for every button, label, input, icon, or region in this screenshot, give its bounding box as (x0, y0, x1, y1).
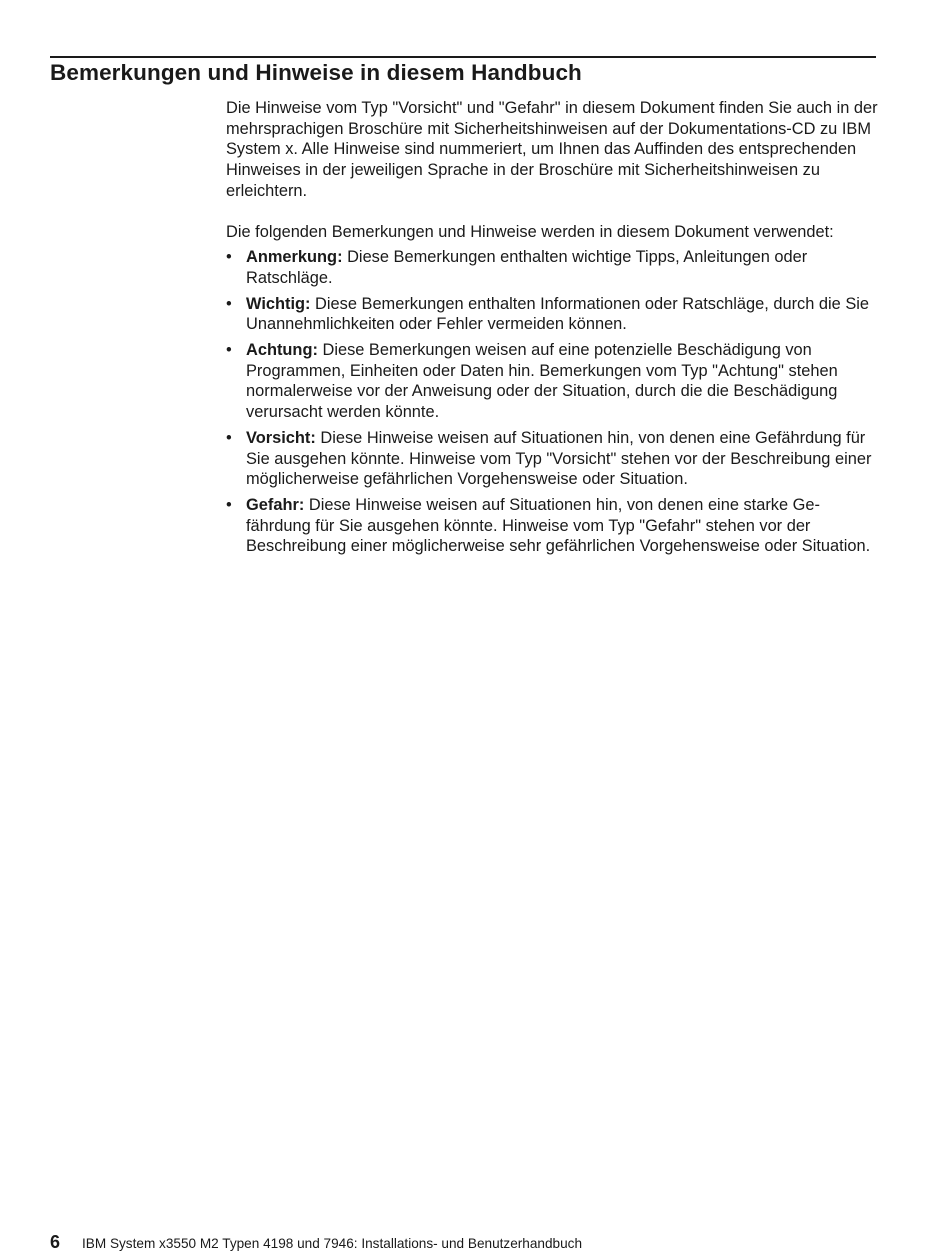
bullet-icon: • (226, 341, 232, 360)
note-text: Diese Hinweise weisen auf Situationen hin, von denen eine starke Gefährdung für Sie ausgehen könnte. Hinweise vom Typ "Gefahr" stehen vor der Beschreibung einer möglicherweise sehr gefährlichen Vorgehensweise oder Situation. (246, 495, 871, 556)
note-item-vorsicht (226, 428, 878, 490)
note-item-gefahr (226, 495, 878, 557)
bullet-icon: • (226, 495, 232, 514)
page-footer (50, 1232, 582, 1253)
note-item-anmerkung (226, 247, 878, 288)
note-item-achtung (226, 340, 878, 423)
notes-lead-paragraph: Die folgenden Bemerkungen und Hinweise werden in diesem Dokument verwendet: (226, 222, 834, 241)
bullet-icon: • (226, 248, 232, 267)
note-text: Diese Bemerkungen enthalten Informationen oder Ratschläge, durch die Sie Unannehmlichkeiten oder Fehler vermeiden können. (246, 294, 870, 334)
heading-rule (50, 56, 876, 58)
section-body (226, 98, 878, 562)
note-text: Diese Bemerkungen enthalten wichtige Tipps, Anleitungen oder Ratschläge. (246, 248, 808, 287)
note-term: Achtung: (246, 341, 318, 360)
footer-title: IBM System x3550 M2 Typen 4198 und 7946: Installations- und Benutzerhandbuch (82, 1236, 583, 1251)
note-term: Wichtig: (246, 294, 311, 313)
note-term: Anmerkung: (246, 248, 343, 267)
bullet-icon: • (226, 294, 232, 313)
page-number: 6 (50, 1232, 61, 1252)
note-term: Vorsicht: (246, 428, 316, 447)
section-heading: Bemerkungen und Hinweise in diesem Handbuch (50, 60, 582, 85)
note-term: Gefahr: (246, 495, 305, 514)
intro-paragraph: Die Hinweise vom Typ "Vorsicht" und "Gefahr" in diesem Dokument finden Sie auch in der mehrsprachigen Broschüre mit Sicherheitshinweisen auf der Dokumentations-CD zu IBM System x. Alle Hinweise sind nummeriert, um Ihnen das Auffinden des entsprechenden Hinweises in der jeweiligen Sprache in der Broschüre mit Sicherheitshinweisen zu erleichtern. (226, 99, 878, 200)
note-text: Diese Hinweise weisen auf Situationen hin, von denen eine Gefährdung für Sie ausgehen könnte. Hinweise vom Typ "Vorsicht" stehen vor der Beschreibung einer möglicherweise gefährlichen Vorgehensweise oder Situation. (246, 428, 872, 489)
note-item-wichtig (226, 294, 878, 335)
notes-list (226, 247, 878, 557)
bullet-icon: • (226, 428, 232, 447)
note-text: Diese Bemerkungen weisen auf eine potenzielle Beschädigung von Programmen, Einheiten oder Daten hin. Bemerkungen vom Typ "Achtung" stehen normalerweise vor der Anweisung oder der Situation, durch die die Beschädigung verursacht werden könnte. (246, 341, 838, 422)
